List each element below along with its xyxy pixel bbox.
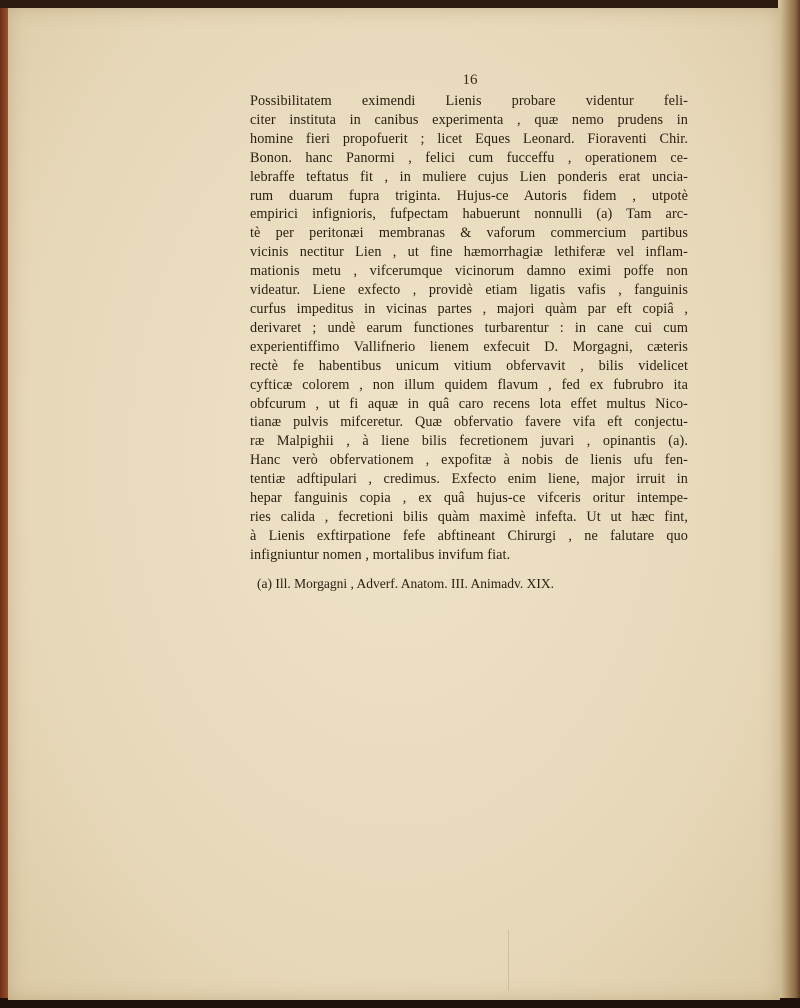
text-line: derivaret ; undè earum functiones turbarentur : in cane cui cum (250, 319, 688, 336)
text-line: infigniuntur nomen , mortalibus invifum fiat. (250, 546, 511, 563)
text-line: Possibilitatem eximendi Lienis probare videntur feli- (250, 93, 688, 109)
text-line: empirici infignioris, fufpectam habuerunt nonnulli (a) Tam arc- (250, 206, 688, 223)
text-line: experientiffimo Vallifnerio lienem exfecuit D. Morgagni, cæteris (250, 338, 688, 355)
text-line: à Lienis exftirpatione fefe abftineant Chirurgi , ne falutare quo (250, 527, 688, 544)
text-line: rectè fe habentibus unicum vitium obfervavit , bilis videlicet (250, 357, 688, 374)
text-line: cyfticæ colorem , non illum quidem flavum , fed ex fubrubro ita (250, 376, 688, 393)
text-line: videatur. Liene exfecto , providè etiam ligatis vafis , fanguinis (250, 282, 688, 299)
text-line: hepar fanguinis copia , ex quâ hujus-ce vifceris oritur intempe- (250, 490, 688, 507)
text-line: ries calida , fecretioni bilis quàm maximè infefta. Ut ut hæc fint, (250, 508, 688, 525)
text-line: tentiæ adftipulari , credimus. Exfecto enim liene, major irruit in (250, 471, 688, 488)
text-line: ræ Malpighii , à liene bilis fecretionem juvari , opinantis (a). (250, 433, 688, 450)
text-line: lebraffe teftatus fit , in muliere cujus Lien ponderis erat uncia- (250, 168, 688, 185)
text-line: vicinis nectitur Lien , ut fine hæmorrhagiæ lethiferæ vel inflam- (250, 244, 688, 261)
text-line: tè per peritonæi membranas & vaforum commercium partibus (250, 225, 688, 242)
text-line: rum duarum fupra triginta. Hujus-ce Autoris fidem , utpotè (250, 187, 688, 204)
text-line: obfcurum , ut fi aquæ in quâ caro recens lota effet multus Nico- (250, 395, 688, 412)
text-line: tianæ pulvis mifceretur. Quæ obfervatio favere vifa eft conjectu- (250, 414, 688, 431)
text-line: mationis metu , vifcerumque vicinorum damno eximi poffe non (250, 263, 688, 280)
footnote: (a) Ill. Morgagni , Adverf. Anatom. III. Animadv. XIX. (257, 576, 554, 591)
binding-right-edge (778, 0, 800, 1008)
text-line: citer instituta in canibus experimenta , quæ nemo prudens in (250, 111, 688, 128)
paper-crease (508, 930, 509, 990)
text-line: Hanc verò obfervationem , expofitæ à nobis de lienis ufu fen- (250, 452, 688, 469)
page-number: 16 (462, 72, 478, 88)
text-line: Bonon. hanc Panormi , felici cum fucceffu , operationem ce- (250, 149, 688, 166)
body-paragraph (250, 92, 688, 565)
text-line: curfus impeditus in vicinas partes , majori quàm par eft copiâ , (250, 300, 688, 317)
text-line: homine fieri propofuerit ; licet Eques Leonard. Fioraventi Chir. (250, 130, 688, 147)
